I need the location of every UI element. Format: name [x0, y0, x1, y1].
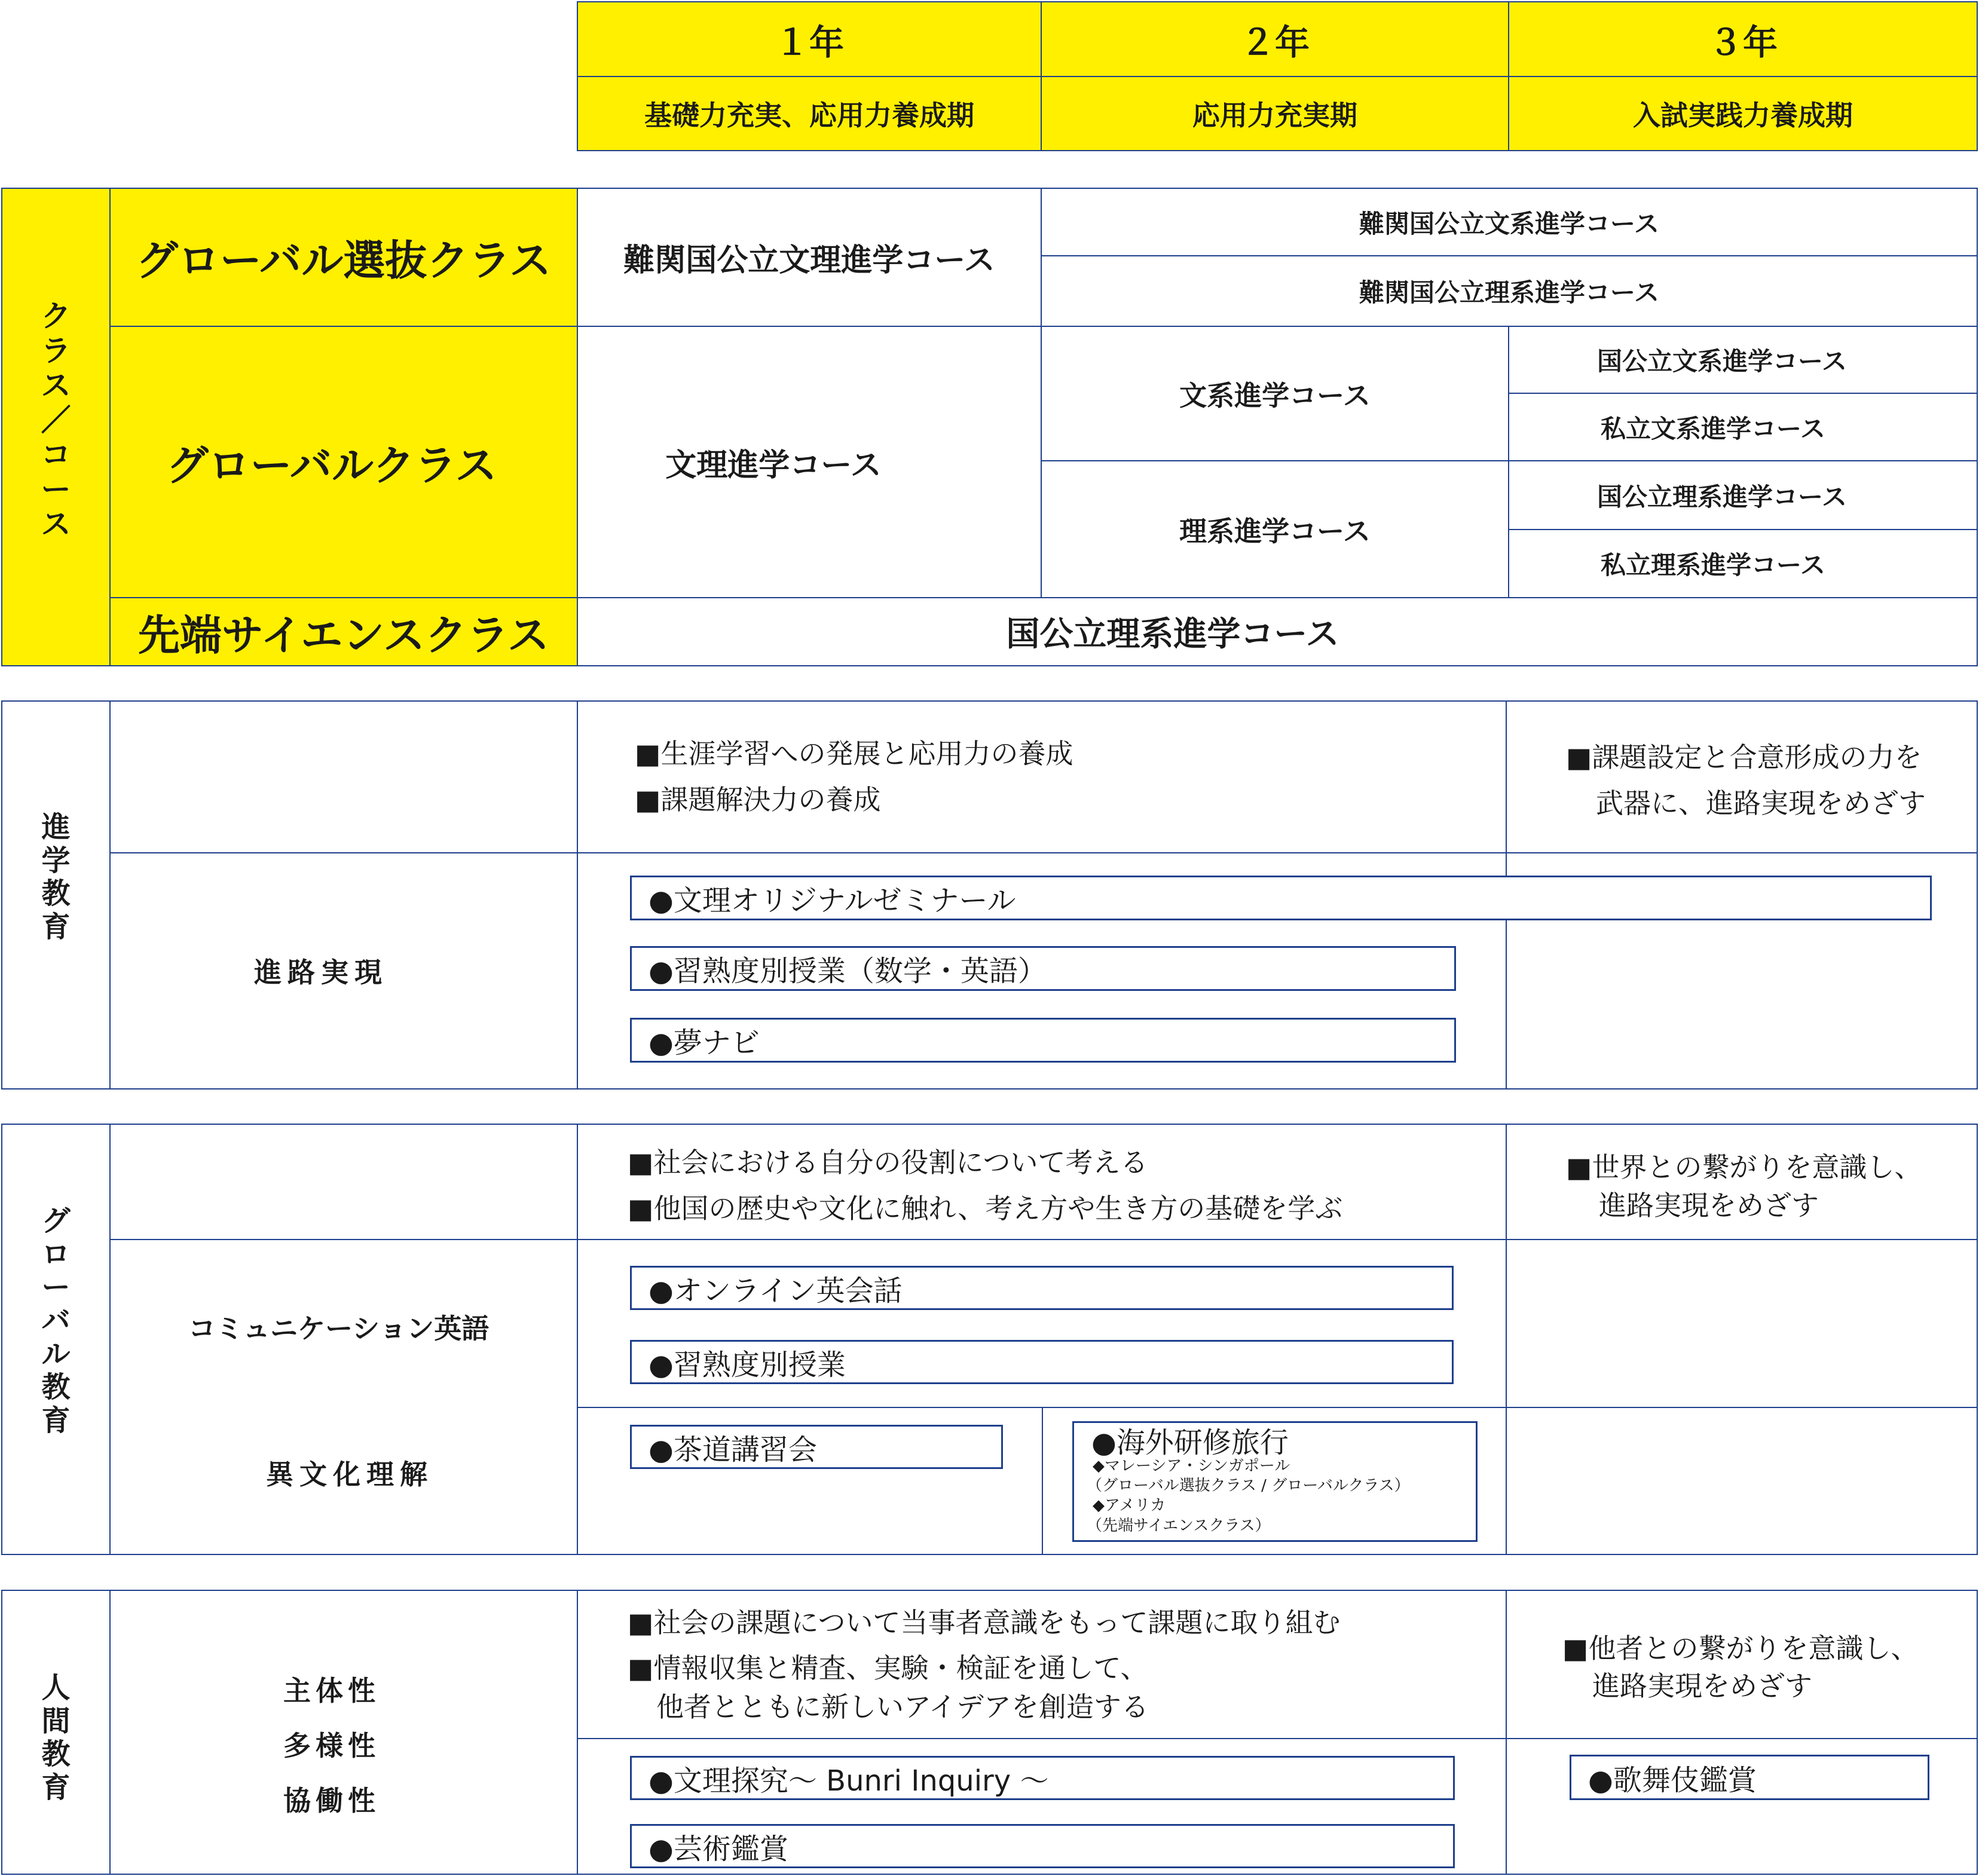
- course-science: 理系進学コース: [1041, 460, 1509, 598]
- global-empty-label: [109, 1124, 578, 1240]
- global-y3-culture-cell: [1506, 1407, 1978, 1555]
- global-row-label-cell: [109, 1239, 578, 1555]
- shingaku-goal-2: ■課題解決力の養成: [635, 784, 881, 816]
- human-side-label: 人 間 教 育: [41, 1671, 71, 1805]
- program-yumenavi: ●夢ナビ: [630, 1018, 1456, 1063]
- human-goal-3: 他者とともに新しいアイデアを創造する: [656, 1691, 1149, 1723]
- human-y3-goal-2: 進路実現をめざす: [1592, 1670, 1812, 1702]
- year-2-header: ２年: [1041, 1, 1509, 77]
- course-public-humanities: 国公立文系進学コース: [1508, 326, 1978, 394]
- human-row-label-initiative: 主体性: [283, 1675, 380, 1707]
- class-advanced-science: 先端サイエンスクラス: [109, 597, 578, 666]
- program-leveled-classes-math-english: ●習熟度別授業（数学・英語）: [630, 946, 1456, 991]
- trip-line-1: ◆マレーシア・シンガポール: [1093, 1457, 1290, 1475]
- course-public-science: 国公立理系進学コース: [1508, 460, 1978, 530]
- trip-title: ●海外研修旅行: [1091, 1426, 1289, 1459]
- course-science-public: 国公立理系進学コース: [577, 597, 1978, 666]
- shingaku-empty-label: [109, 700, 578, 853]
- global-side-label: グ ロ ー バ ル 教 育: [41, 1204, 71, 1438]
- human-goal-1: ■社会の課題について当事者意識をもって課題に取り組む: [628, 1606, 1341, 1639]
- course-side-label: ク ラ ス ／ コ ー ス: [41, 299, 71, 541]
- trip-line-2: （グローバル選抜クラス / グローバルクラス）: [1087, 1477, 1410, 1495]
- year-1-phase: 基礎力充実、応用力養成期: [577, 76, 1042, 151]
- program-kabuki-appreciation: ●歌舞伎鑑賞: [1570, 1755, 1929, 1800]
- program-tea-ceremony: ●茶道講習会: [630, 1425, 1003, 1469]
- program-bunri-inquiry: ●文理探究～ Bunri Inquiry ～: [630, 1756, 1455, 1800]
- year-2-phase: 応用力充実期: [1041, 76, 1509, 151]
- shingaku-side-label: 進 学 教 育: [41, 810, 71, 944]
- shingaku-row-label: 進路実現: [254, 956, 388, 989]
- human-y3-goals-cell: [1506, 1590, 1978, 1739]
- global-goal-1: ■社会における自分の役割について考える: [628, 1146, 1148, 1179]
- course-hard-bunri: 難関国公立文理進学コース: [577, 188, 1042, 327]
- shingaku-y3-goal-1: ■課題設定と合意形成の力を: [1566, 741, 1922, 773]
- shingaku-y3-goal-2: 武器に、進路実現をめざす: [1596, 787, 1926, 819]
- year-3-phase: 入試実践力養成期: [1508, 76, 1978, 151]
- year-1-header: １年: [577, 1, 1042, 77]
- global-row-label-english: コミュニケーション英語: [188, 1312, 490, 1345]
- trip-line-4: （先端サイエンスクラス）: [1087, 1517, 1271, 1535]
- human-row-label-diversity: 多様性: [283, 1730, 380, 1762]
- program-leveled-classes: ●習熟度別授業: [630, 1340, 1454, 1384]
- class-global: グローバルクラス: [109, 326, 578, 598]
- global-row-label-culture: 異文化理解: [266, 1458, 433, 1491]
- course-bunri: 文理進学コース: [577, 326, 1042, 598]
- global-y3-english-cell: [1506, 1239, 1978, 1408]
- global-goal-2: ■他国の歴史や文化に触れ、考え方や生き方の基礎を学ぶ: [628, 1192, 1343, 1225]
- course-private-humanities: 私立文系進学コース: [1508, 393, 1978, 461]
- program-bunri-seminar: ●文理オリジナルゼミナール: [630, 876, 1932, 920]
- shingaku-goal-1: ■生涯学習への発展と応用力の養成: [635, 737, 1073, 770]
- shingaku-goals-cell: [577, 700, 1507, 853]
- human-row-label-collaboration: 協働性: [283, 1785, 380, 1817]
- global-y3-goal-2: 進路実現をめざす: [1599, 1189, 1819, 1222]
- trip-line-3: ◆アメリカ: [1093, 1496, 1166, 1514]
- course-humanities: 文系進学コース: [1041, 326, 1509, 461]
- program-art-appreciation: ●芸術鑑賞: [630, 1824, 1455, 1868]
- year-3-header: ３年: [1508, 1, 1978, 77]
- course-private-science: 私立理系進学コース: [1508, 529, 1978, 598]
- global-y3-goal-1: ■世界との繋がりを意識し、: [1566, 1151, 1922, 1183]
- course-hard-science: 難関国公立理系進学コース: [1041, 255, 1978, 327]
- class-global-select: グローバル選抜クラス: [109, 188, 578, 327]
- shingaku-y3-goals-cell: [1506, 700, 1978, 853]
- program-online-english: ●オンライン英会話: [630, 1266, 1454, 1310]
- course-hard-humanities: 難関国公立文系進学コース: [1041, 188, 1978, 256]
- human-y3-goal-1: ■他者との繋がりを意識し、: [1562, 1632, 1919, 1664]
- human-goal-2: ■情報収集と精査、実験・検証を通して、: [628, 1652, 1148, 1684]
